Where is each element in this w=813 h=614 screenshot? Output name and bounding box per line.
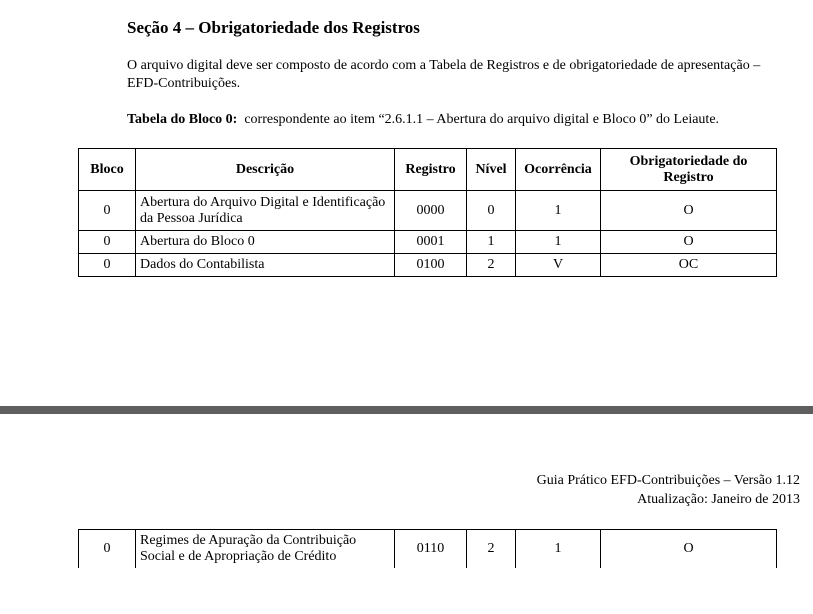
cell-ocorrencia: 1 (516, 231, 601, 254)
table-caption (127, 112, 813, 128)
cell-registro: 0110 (395, 530, 467, 568)
cell-descricao: Dados do Contabilista (136, 254, 395, 277)
header-bloco: Bloco (79, 149, 136, 191)
cell-bloco: 0 (79, 191, 136, 231)
cell-descricao: Abertura do Arquivo Digital e Identificação da Pessoa Jurídica (136, 191, 395, 231)
header-obrigatoriedade: Obrigatoriedade do Registro (601, 149, 777, 191)
cell-ocorrencia: 1 (516, 191, 601, 231)
header-registro: Registro (395, 149, 467, 191)
cell-registro: 0000 (395, 191, 467, 231)
cell-nivel: 1 (467, 231, 516, 254)
footer-update-date: Atualização: Janeiro de 2013 (637, 492, 800, 507)
registros-table (78, 148, 777, 277)
registros-table-continued (78, 529, 777, 568)
section-title: Seção 4 – Obrigatoriedade dos Registros (127, 18, 420, 37)
cell-bloco: 0 (79, 530, 136, 568)
table-row (79, 191, 777, 231)
header-nivel: Nível (467, 149, 516, 191)
table-row (79, 254, 777, 277)
page-break-divider (0, 406, 813, 414)
header-descricao: Descrição (136, 149, 395, 191)
cell-obrigatoriedade: OC (601, 254, 777, 277)
cell-ocorrencia: 1 (516, 530, 601, 568)
cell-descricao: Abertura do Bloco 0 (136, 231, 395, 254)
cell-registro: 0100 (395, 254, 467, 277)
intro-paragraph: O arquivo digital deve ser composto de acordo com a Tabela de Registros e de obrigatoriedade de apresentação – EFD-Contribuições. (127, 58, 761, 91)
header-ocorrencia: Ocorrência (516, 149, 601, 191)
cell-obrigatoriedade: O (601, 530, 777, 568)
caption-text: correspondente ao item “2.6.1.1 – Abertura do arquivo digital e Bloco 0” do Leiaute. (244, 112, 720, 127)
page-footer (537, 471, 800, 509)
cell-obrigatoriedade: O (601, 191, 777, 231)
cell-bloco: 0 (79, 231, 136, 254)
footer-guide-version: Guia Prático EFD-Contribuições – Versão 1.12 (536, 473, 800, 488)
cell-descricao: Regimes de Apuração da Contribuição Social e de Apropriação de Crédito (136, 530, 395, 568)
cell-registro: 0001 (395, 231, 467, 254)
cell-bloco: 0 (79, 254, 136, 277)
table-header-row (79, 149, 777, 191)
cell-ocorrencia: V (516, 254, 601, 277)
table-row (79, 530, 777, 568)
table-row (79, 231, 777, 254)
cell-nivel: 0 (467, 191, 516, 231)
caption-label: Tabela do Bloco 0: (127, 112, 238, 127)
cell-obrigatoriedade: O (601, 231, 777, 254)
cell-nivel: 2 (467, 254, 516, 277)
cell-nivel: 2 (467, 530, 516, 568)
